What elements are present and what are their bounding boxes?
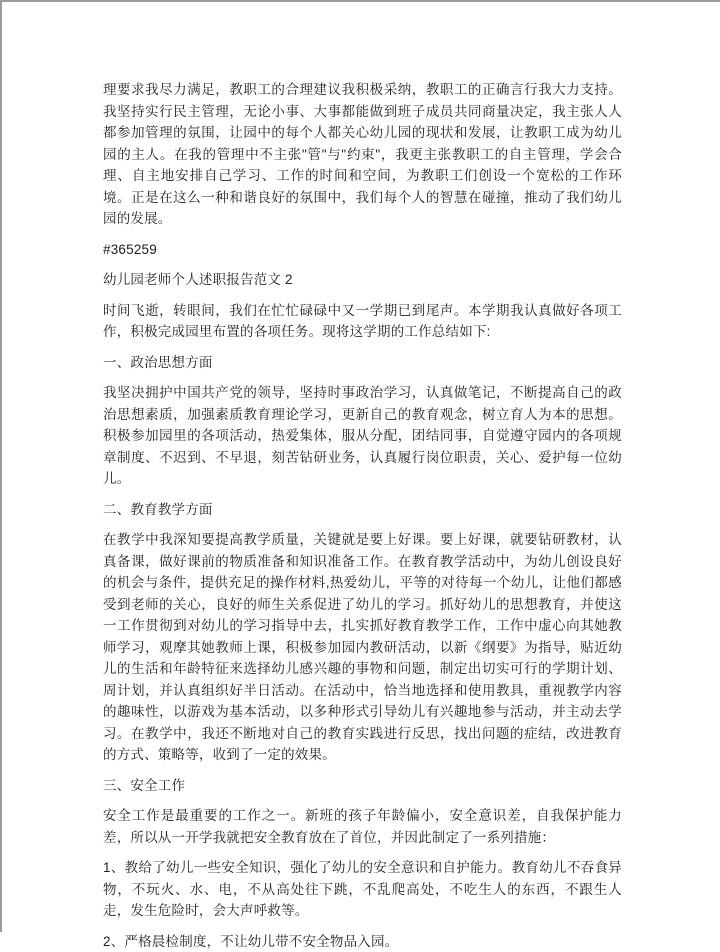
leading-paragraph: 理要求我尽力满足，教职工的合理建议我积极采纳，教职工的正确言行我大力支持。我坚持实行民主管理，无论小事、大事都能做到班子成员共同商量决定，我主张人人都参加管理的氛围，让园中的每个人都关心幼儿园的现状和发展，让教职工成为幼儿园的主人。在我的管理中不主张"管"与"约束"，我更主张教职工的自主管理，学会合理、自主地安排自己学习、工作的时间和空间，为教职工们创设一个宽松的工作环境。正是在这么一种和谐良好的氛围中，我们每个人的智慧在碰撞，推动了我们幼儿园的发展。 (103, 79, 622, 230)
list-item-1: 1、教给了幼儿一些安全知识，强化了幼儿的安全意识和自护能力。教育幼儿不吞食异物，不玩火、水、电，不从高处往下跳，不乱爬高处，不吃生人的东西，不跟生人走，发生危险时，会大声呼救等。 (103, 857, 622, 922)
document-title: 幼儿园老师个人述职报告范文 2 (103, 269, 622, 291)
document-page (2, 2, 720, 932)
id-tag: #365259 (103, 239, 622, 261)
paragraph-political: 我坚决拥护中国共产党的领导，坚持时事政治学习，认真做笔记，不断提高自己的政治思想素质，加强素质教育理论学习，更新自己的教育观念，树立育人为本的思想。积极参加园里的各项活动，热爱集体，服从分配，团结同事，自觉遵守园内的各项规章制度、不迟到、不早退，刻苦钻研业务，认真履行岗位职责，关心、爱护每一位幼儿。 (103, 382, 622, 490)
intro-paragraph: 时间飞逝，转眼间，我们在忙忙碌碌中又一学期已到尾声。本学期我认真做好各项工作，积极完成园里布置的各项任务。现将这学期的工作总结如下: (103, 300, 622, 343)
paragraph-teaching: 在教学中我深知要提高教学质量，关键就是要上好课。要上好课，就要钻研教材，认真备课，做好课前的物质准备和知识准备工作。在教育教学活动中，为幼儿创设良好的机会与条件，提供充足的操作材料,热爱幼儿，平等的对待每一个幼儿，让他们都感受到老师的关心，良好的师生关系促进了幼儿的学习。抓好幼儿的思想教育，并使这一工作贯彻到对幼儿的学习指导中去，扎实抓好教育教学工作，工作中虚心向其她教师学习，观摩其她教师上课，积极参加园内教研活动，以新《纲要》为指导，贴近幼儿的生活和年龄特征来选择幼儿感兴趣的事物和问题，制定出切实可行的学期计划、周计划，并认真组织好半日活动。在活动中，恰当地选择和使用教具，重视教学内容的趣味性，以游戏为基本活动，以多种形式引导幼儿有兴趣地参与活动，并主动去学习。在教学中，我还不断地对自己的教育实践进行反思，找出问题的症结，改进教育的方式、策略等，收到了一定的效果。 (103, 529, 622, 766)
heading-political: 一、政治思想方面 (103, 352, 622, 374)
heading-safety: 三、安全工作 (103, 775, 622, 797)
list-item-2: 2、严格晨检制度，不让幼儿带不安全物品入园。 (103, 931, 622, 952)
paragraph-safety: 安全工作是最重要的工作之一。新班的孩子年龄偏小，安全意识差，自我保护能力差，所以从一开学我就把安全教育放在了首位，并因此制定了一系列措施： (103, 805, 622, 848)
heading-teaching: 二、教育教学方面 (103, 499, 622, 521)
